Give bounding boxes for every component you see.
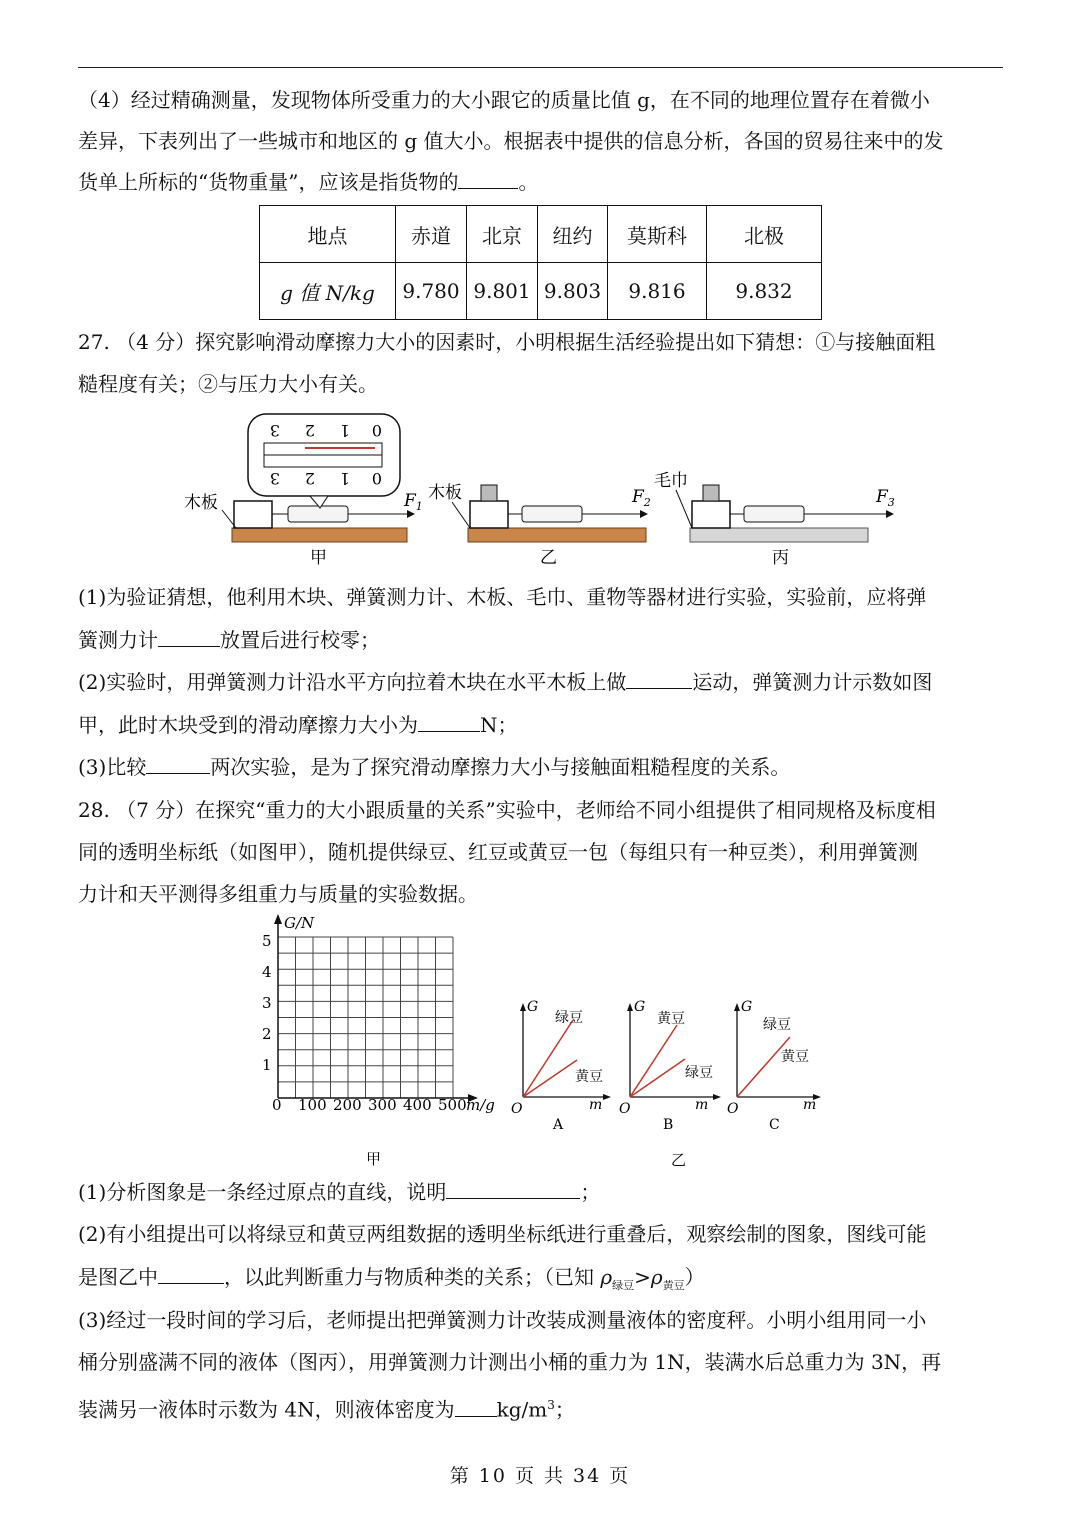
answer-blank[interactable]	[146, 753, 210, 774]
origin-label: O	[511, 1101, 523, 1117]
q28-sub2-line-2	[78, 1262, 705, 1301]
towel-surface	[690, 528, 868, 542]
weight-icon	[703, 485, 719, 501]
x-tick: 500	[438, 1096, 467, 1114]
arrow-head	[734, 1003, 740, 1011]
force-label: $F_3$	[876, 487, 895, 509]
q26-line-3-end: 。	[518, 170, 539, 194]
text-span: ，以此判断重力与物质种类的关系；（已知	[224, 1265, 594, 1289]
line-soy	[523, 1060, 577, 1097]
q27-sub1-line-1: (1)为验证猜想，他利用木块、弹簧测力计、木板、毛巾、重物等器材进行实验，实验前，应将弹	[78, 585, 927, 609]
top-rule	[78, 67, 1003, 68]
unit-superscript: 3	[547, 1398, 555, 1412]
label-pointer	[676, 490, 692, 528]
axis-label-g: G	[634, 999, 646, 1015]
caption-yi: 乙	[671, 1151, 687, 1169]
x-tick: 200	[333, 1096, 362, 1114]
q28-sub3-line-3	[78, 1390, 575, 1425]
wood-board	[232, 528, 407, 542]
arrow-head	[886, 510, 894, 518]
text-span: 两次实验，是为了探究滑动摩擦力大小与接触面粗糙程度的关系。	[210, 755, 791, 779]
line-mung	[630, 1059, 685, 1097]
spring-scale	[522, 506, 582, 522]
scale-bottom-label: 1	[339, 469, 350, 488]
table-cell: 9.816	[608, 263, 707, 320]
rho-symbol: ρ	[600, 1265, 613, 1289]
table-cell: g 值 N/kg	[260, 263, 396, 320]
y-tick: 4	[262, 963, 272, 981]
text-span: 运动，弹簧测力计示数如图	[692, 670, 933, 694]
caption-bing: 丙	[772, 548, 789, 568]
axis-label-g: G	[741, 999, 753, 1015]
q27-line-2: 糙程度有关；②与压力大小有关。	[78, 372, 378, 396]
q27-sub2-line-2	[78, 710, 518, 740]
graph-letter: C	[769, 1117, 780, 1133]
y-tick: 3	[262, 994, 272, 1012]
g-value-table	[259, 205, 822, 320]
text-span: 放置后进行校零；	[220, 628, 380, 652]
answer-blank[interactable]	[458, 168, 518, 189]
text-span: 装满另一液体时示数为 4N，则液体密度为	[78, 1397, 455, 1422]
scale-top-label: 3	[269, 421, 280, 440]
series-label: 绿豆	[685, 1065, 713, 1081]
wood-block	[234, 501, 272, 528]
x-tick: 400	[403, 1096, 432, 1114]
graphs-yi	[505, 995, 835, 1170]
setup-jia	[184, 414, 423, 568]
caption-yi: 乙	[540, 548, 557, 568]
x-tick: 0	[272, 1096, 282, 1114]
series-label: 黄豆	[781, 1049, 809, 1065]
q27-sub3-line	[78, 752, 790, 782]
towel-label: 毛巾	[654, 471, 688, 491]
label-pointer	[452, 502, 470, 528]
q26-line-3	[78, 167, 538, 197]
text-span: 甲，此时木块受到的滑动摩擦力大小为	[78, 713, 418, 737]
origin-label: O	[619, 1101, 631, 1117]
page-footer: 第 10 页 共 34 页	[449, 1465, 631, 1487]
x-tick: 100	[298, 1096, 327, 1114]
arrow-head	[627, 1003, 633, 1011]
graph-letter: B	[663, 1117, 674, 1133]
text-span: N；	[480, 713, 518, 737]
table-cell: 9.780	[396, 263, 467, 320]
table-cell: 9.832	[707, 263, 822, 320]
table-cell: 纽约	[538, 206, 608, 263]
table-cell: 莫斯科	[608, 206, 707, 263]
arrow-head	[713, 1094, 721, 1100]
y-axis-label: G/N	[284, 914, 315, 932]
series-label: 黄豆	[657, 1011, 685, 1027]
line-mung	[523, 1020, 573, 1097]
scale-bottom-label: 3	[269, 469, 280, 488]
q28-sub1-line	[78, 1177, 600, 1207]
grid-graph-jia	[250, 910, 510, 1175]
y-tick: 5	[262, 932, 272, 950]
q28-line-3: 力计和天平测得多组重力与质量的实验数据。	[78, 882, 478, 906]
table-cell: 地点	[260, 206, 396, 263]
axis-label-m: m	[589, 1097, 603, 1113]
graph-B	[619, 999, 721, 1133]
series-label: 绿豆	[763, 1017, 791, 1033]
q27-sub1-line-2	[78, 625, 380, 655]
line-overlap	[737, 1037, 790, 1097]
scale-top-label: 0	[371, 421, 382, 440]
board-label: 木板	[184, 493, 218, 513]
x-axis-label: m/g	[466, 1096, 495, 1114]
axis-label-m: m	[803, 1097, 817, 1113]
subscript-soy: 黄豆	[662, 1279, 685, 1292]
board-label: 木板	[428, 483, 462, 503]
table-cell: 9.801	[467, 263, 538, 320]
scale-top-label: 1	[339, 421, 350, 440]
table-cell: 赤道	[396, 206, 467, 263]
x-tick: 300	[368, 1096, 397, 1114]
q26-line-2: 差异，下表列出了一些城市和地区的 g 值大小。根据表中提供的信息分析，各国的贸易往来中的发	[78, 129, 944, 153]
line-soy	[630, 1025, 677, 1097]
graph-A	[511, 999, 611, 1133]
text-span: ）	[684, 1265, 705, 1289]
answer-blank[interactable]	[158, 626, 220, 647]
wood-board	[468, 528, 646, 542]
wood-block	[470, 501, 508, 528]
setup-bing	[654, 471, 895, 568]
table-header-row	[260, 206, 822, 263]
text-span: ；	[580, 1180, 601, 1204]
axis-label-m: m	[695, 1097, 709, 1113]
subscript-mung: 绿豆	[612, 1279, 635, 1292]
q28-line-2: 同的透明坐标纸（如图甲），随机提供绿豆、红豆或黄豆一包（每组只有一种豆类），利用弹簧测	[78, 840, 918, 864]
y-tick: 1	[262, 1056, 272, 1074]
q27-sub2-line-1	[78, 667, 932, 697]
caption-jia: 甲	[366, 1150, 382, 1168]
y-tick: 2	[262, 1025, 272, 1043]
graph-C	[727, 999, 821, 1133]
q28-sub3-line-1: (3)经过一段时间的学习后，老师提出把弹簧测力计改装成测量液体的密度秤。小明小组用同一小	[78, 1308, 927, 1332]
table-cell: 9.803	[538, 263, 608, 320]
q27-line-1: 27. （4 分）探究影响滑动摩擦力大小的因素时，小明根据生活经验提出如下猜想：①与接触面粗	[78, 330, 936, 354]
rho-symbol: ρ	[650, 1265, 663, 1289]
unit-text: kg/m	[496, 1397, 548, 1422]
q28-sub3-line-2: 桶分别盛满不同的液体（图丙），用弹簧测力计测出小桶的重力为 1N，装满水后总重力为 3N，再	[78, 1350, 942, 1374]
grid-lines	[278, 937, 453, 1098]
text-span: (1)分析图象是一条经过原点的直线，说明	[78, 1180, 447, 1204]
text-span: 是图乙中	[78, 1265, 158, 1289]
spring-scale	[288, 506, 348, 522]
friction-experiment-figure	[170, 410, 910, 575]
q26-line-3-text: 货单上所标的“货物重量”，应该是指货物的	[78, 170, 459, 194]
gt-symbol: >	[634, 1265, 651, 1289]
answer-blank[interactable]	[626, 668, 692, 689]
answer-blank[interactable]	[158, 1263, 224, 1284]
series-label: 绿豆	[555, 1010, 583, 1026]
table-cell: 北京	[467, 206, 538, 263]
table-cell: 北极	[707, 206, 822, 263]
q26-line-1: （4）经过精确测量，发现物体所受重力的大小跟它的质量比值 g，在不同的地理位置存在着微小	[78, 88, 930, 112]
answer-blank[interactable]	[446, 1178, 580, 1199]
answer-blank[interactable]	[418, 711, 480, 732]
text-span: (3)比较	[78, 755, 147, 779]
spring-scale	[744, 506, 804, 522]
force-label: $F_1$	[404, 491, 423, 513]
y-axis-arrow	[274, 914, 282, 924]
scale-bottom-label: 2	[304, 469, 315, 488]
text-span: ；	[554, 1397, 575, 1422]
force-label: $F_2$	[632, 487, 651, 509]
wood-block	[692, 501, 730, 528]
axis-label-g: G	[527, 999, 539, 1015]
answer-blank[interactable]	[455, 1396, 497, 1417]
arrow-head	[603, 1094, 611, 1100]
q28-sub2-line-1: (2)有小组提出可以将绿豆和黄豆两组数据的透明坐标纸进行重叠后，观察绘制的图象，图线可能	[78, 1222, 927, 1246]
arrow-head	[520, 1003, 526, 1011]
scale-top-label: 2	[304, 421, 315, 440]
arrow-head	[640, 510, 648, 518]
setup-yi	[428, 483, 651, 568]
text-span: (2)实验时，用弹簧测力计沿水平方向拉着木块在水平木板上做	[78, 670, 627, 694]
text-span: 簧测力计	[78, 628, 158, 652]
table-row	[260, 263, 822, 320]
series-label: 黄豆	[575, 1069, 603, 1085]
graph-letter: A	[553, 1117, 564, 1133]
scale-bottom-label: 0	[371, 469, 382, 488]
arrow-head	[407, 510, 415, 518]
caption-jia: 甲	[310, 548, 327, 568]
weight-icon	[481, 485, 497, 501]
q28-line-1: 28. （7 分）在探究“重力的大小跟质量的关系”实验中，老师给不同小组提供了相同规格及标度相	[78, 798, 936, 822]
origin-label: O	[727, 1101, 739, 1117]
